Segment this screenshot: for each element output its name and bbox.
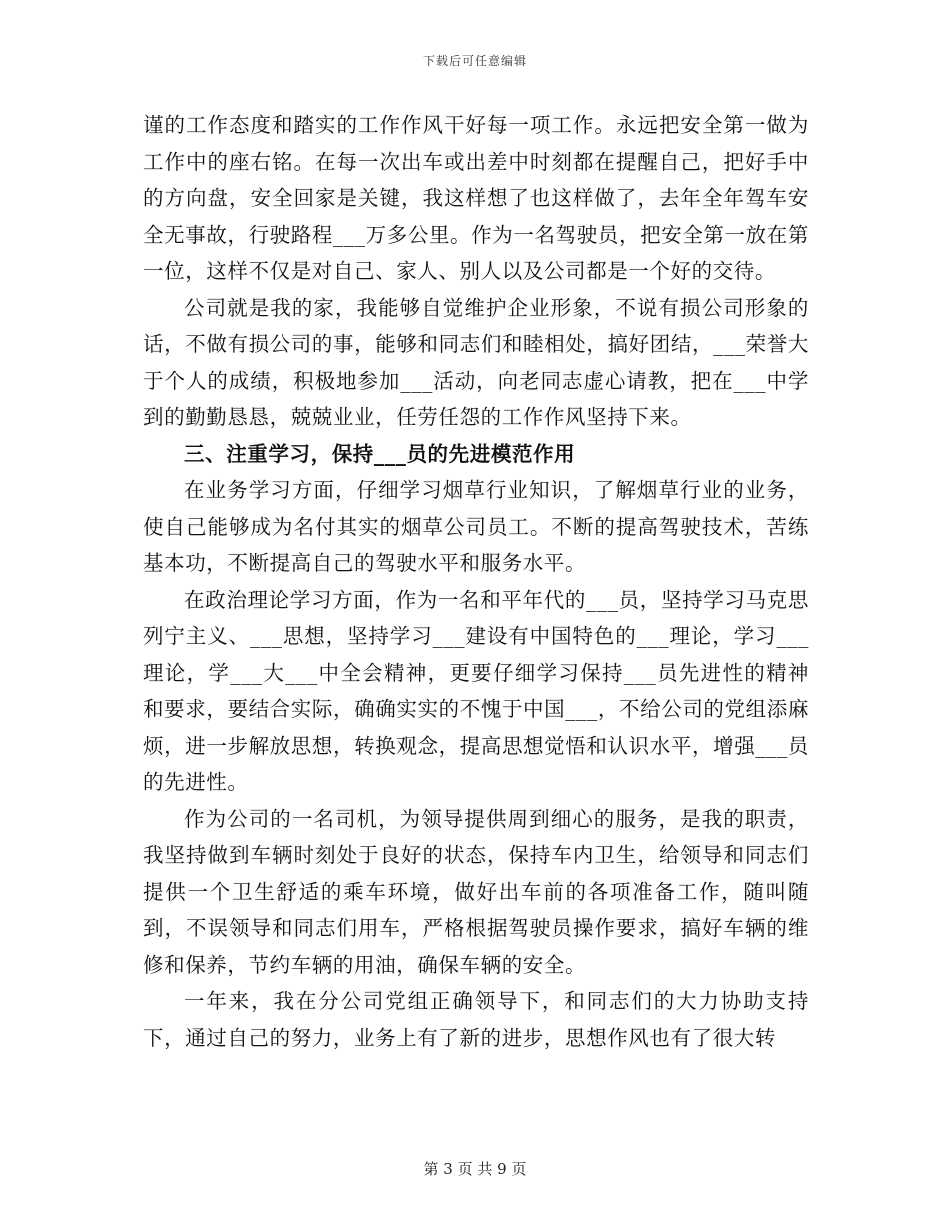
page-header-note: 下载后可任意编辑	[422, 54, 527, 68]
paragraph-business-study: 在业务学习方面，仔细学习烟草行业知识，了解烟草行业的业务，使自己能够成为名付其实的烟草公司员工。不断的提高驾驶技术，苦练基本功，不断提高自己的驾驶水平和服务水平。	[143, 478, 809, 575]
paragraph-company-home: 公司就是我的家，我能够自觉维护企业形象，不说有损公司形象的话，不做有损公司的事，能够和同志们和睦相处，搞好团结，___荣誉大于个人的成绩，积极地参加___活动，向老同志虚心请教，把在___中学到的勤勤恳恳，兢兢业业，任劳任怨的工作作风坚持下来。	[143, 295, 809, 429]
paragraph-year-summary: 一年来，我在分公司党组正确领导下，和同志们的大力协助支持下，通过自己的努力，业务上有了新的进步，思想作风也有了很大转	[143, 989, 809, 1050]
page-number-footer: 第 3 页 共 9 页	[423, 1160, 527, 1178]
document-body	[143, 107, 809, 1056]
paragraph-political-study: 在政治理论学习方面，作为一名和平年代的___员，坚持学习马克思列宁主义、___思想，坚持学习___建设有中国特色的___理论，学习___理论，学___大___中全会精神，更要仔细学习保持___员先进性的精神和要求，要结合实际，确确实实的不愧于中国___，不给公司的党组添麻烦，进一步解放思想，转换观念，提高思想觉悟和认识水平，增强___员的先进性。	[143, 587, 809, 794]
section-heading-study: 三、注重学习，保持___员的先进模范作用	[184, 441, 576, 466]
paragraph-safety: 谨的工作态度和踏实的工作作风干好每一项工作。永远把安全第一做为工作中的座右铭。在每一次出车或出差中时刻都在提醒自己，把好手中的方向盘，安全回家是关键，我这样想了也这样做了，去年全年驾车安全无事故，行驶路程___万多公里。作为一名驾驶员，把安全第一放在第一位，这样不仅是对自己、家人、别人以及公司都是一个好的交待。	[143, 113, 809, 283]
paragraph-driver-service: 作为公司的一名司机，为领导提供周到细心的服务，是我的职责，我坚持做到车辆时刻处于良好的状态，保持车内卫生，给领导和同志们提供一个卫生舒适的乘车环境，做好出车前的各项准备工作，随叫随到，不误领导和同志们用车，严格根据驾驶员操作要求，搞好车辆的维修和保养，节约车辆的用油，确保车辆的安全。	[143, 806, 809, 977]
